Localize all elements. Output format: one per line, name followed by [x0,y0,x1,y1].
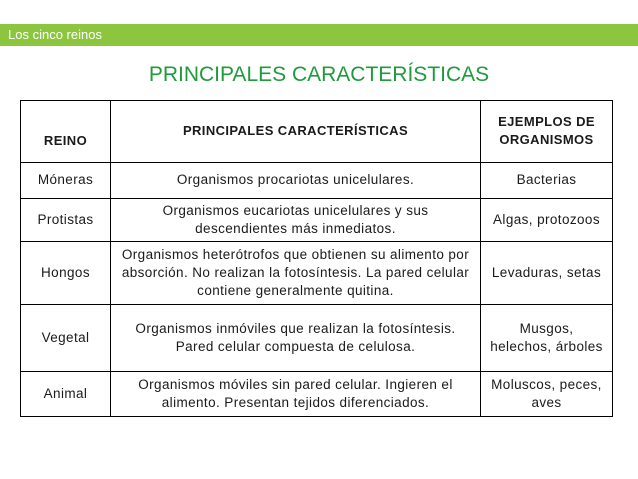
slide-title: PRINCIPALES CARACTERÍSTICAS [148,63,490,86]
cell-reino: Móneras [21,162,111,198]
cell-ejemplos: Bacterias [481,162,613,198]
cell-ejemplos: Levaduras, setas [481,242,613,305]
cell-ejemplos: Moluscos, peces, aves [481,372,613,417]
top-bar [0,0,638,24]
header-ejemplos: EJEMPLOS DE ORGANISMOS [481,101,613,163]
cell-caracteristicas: Organismos procariotas unicelulares. [111,162,481,198]
header-reino: REINO [21,101,111,163]
kingdoms-table [20,100,613,417]
table-row [21,372,613,417]
cell-reino: Hongos [21,242,111,305]
section-header-bar [0,24,638,46]
cell-caracteristicas: Organismos eucariotas unicelulares y sus descendientes más inmediatos. [111,198,481,241]
table-row [21,304,613,372]
cell-reino: Vegetal [21,304,111,372]
table-row [21,242,613,305]
header-caracteristicas: PRINCIPALES CARACTERÍSTICAS [111,101,481,163]
cell-ejemplos: Algas, protozoos [481,198,613,241]
section-label: Los cinco reinos [8,27,102,42]
table-header-row [21,101,613,163]
cell-caracteristicas: Organismos inmóviles que realizan la fotosíntesis. Pared celular compuesta de celulosa. [111,304,481,372]
cell-reino: Protistas [21,198,111,241]
cell-caracteristicas: Organismos móviles sin pared celular. Ingieren el alimento. Presentan tejidos diferenciados. [111,372,481,417]
cell-ejemplos: Musgos, helechos, árboles [481,304,613,372]
cell-reino: Animal [21,372,111,417]
cell-caracteristicas: Organismos heterótrofos que obtienen su alimento por absorción. No realizan la fotosíntesis. La pared celular contiene generalmente quitina. [111,242,481,305]
table-row [21,198,613,241]
table-row [21,162,613,198]
